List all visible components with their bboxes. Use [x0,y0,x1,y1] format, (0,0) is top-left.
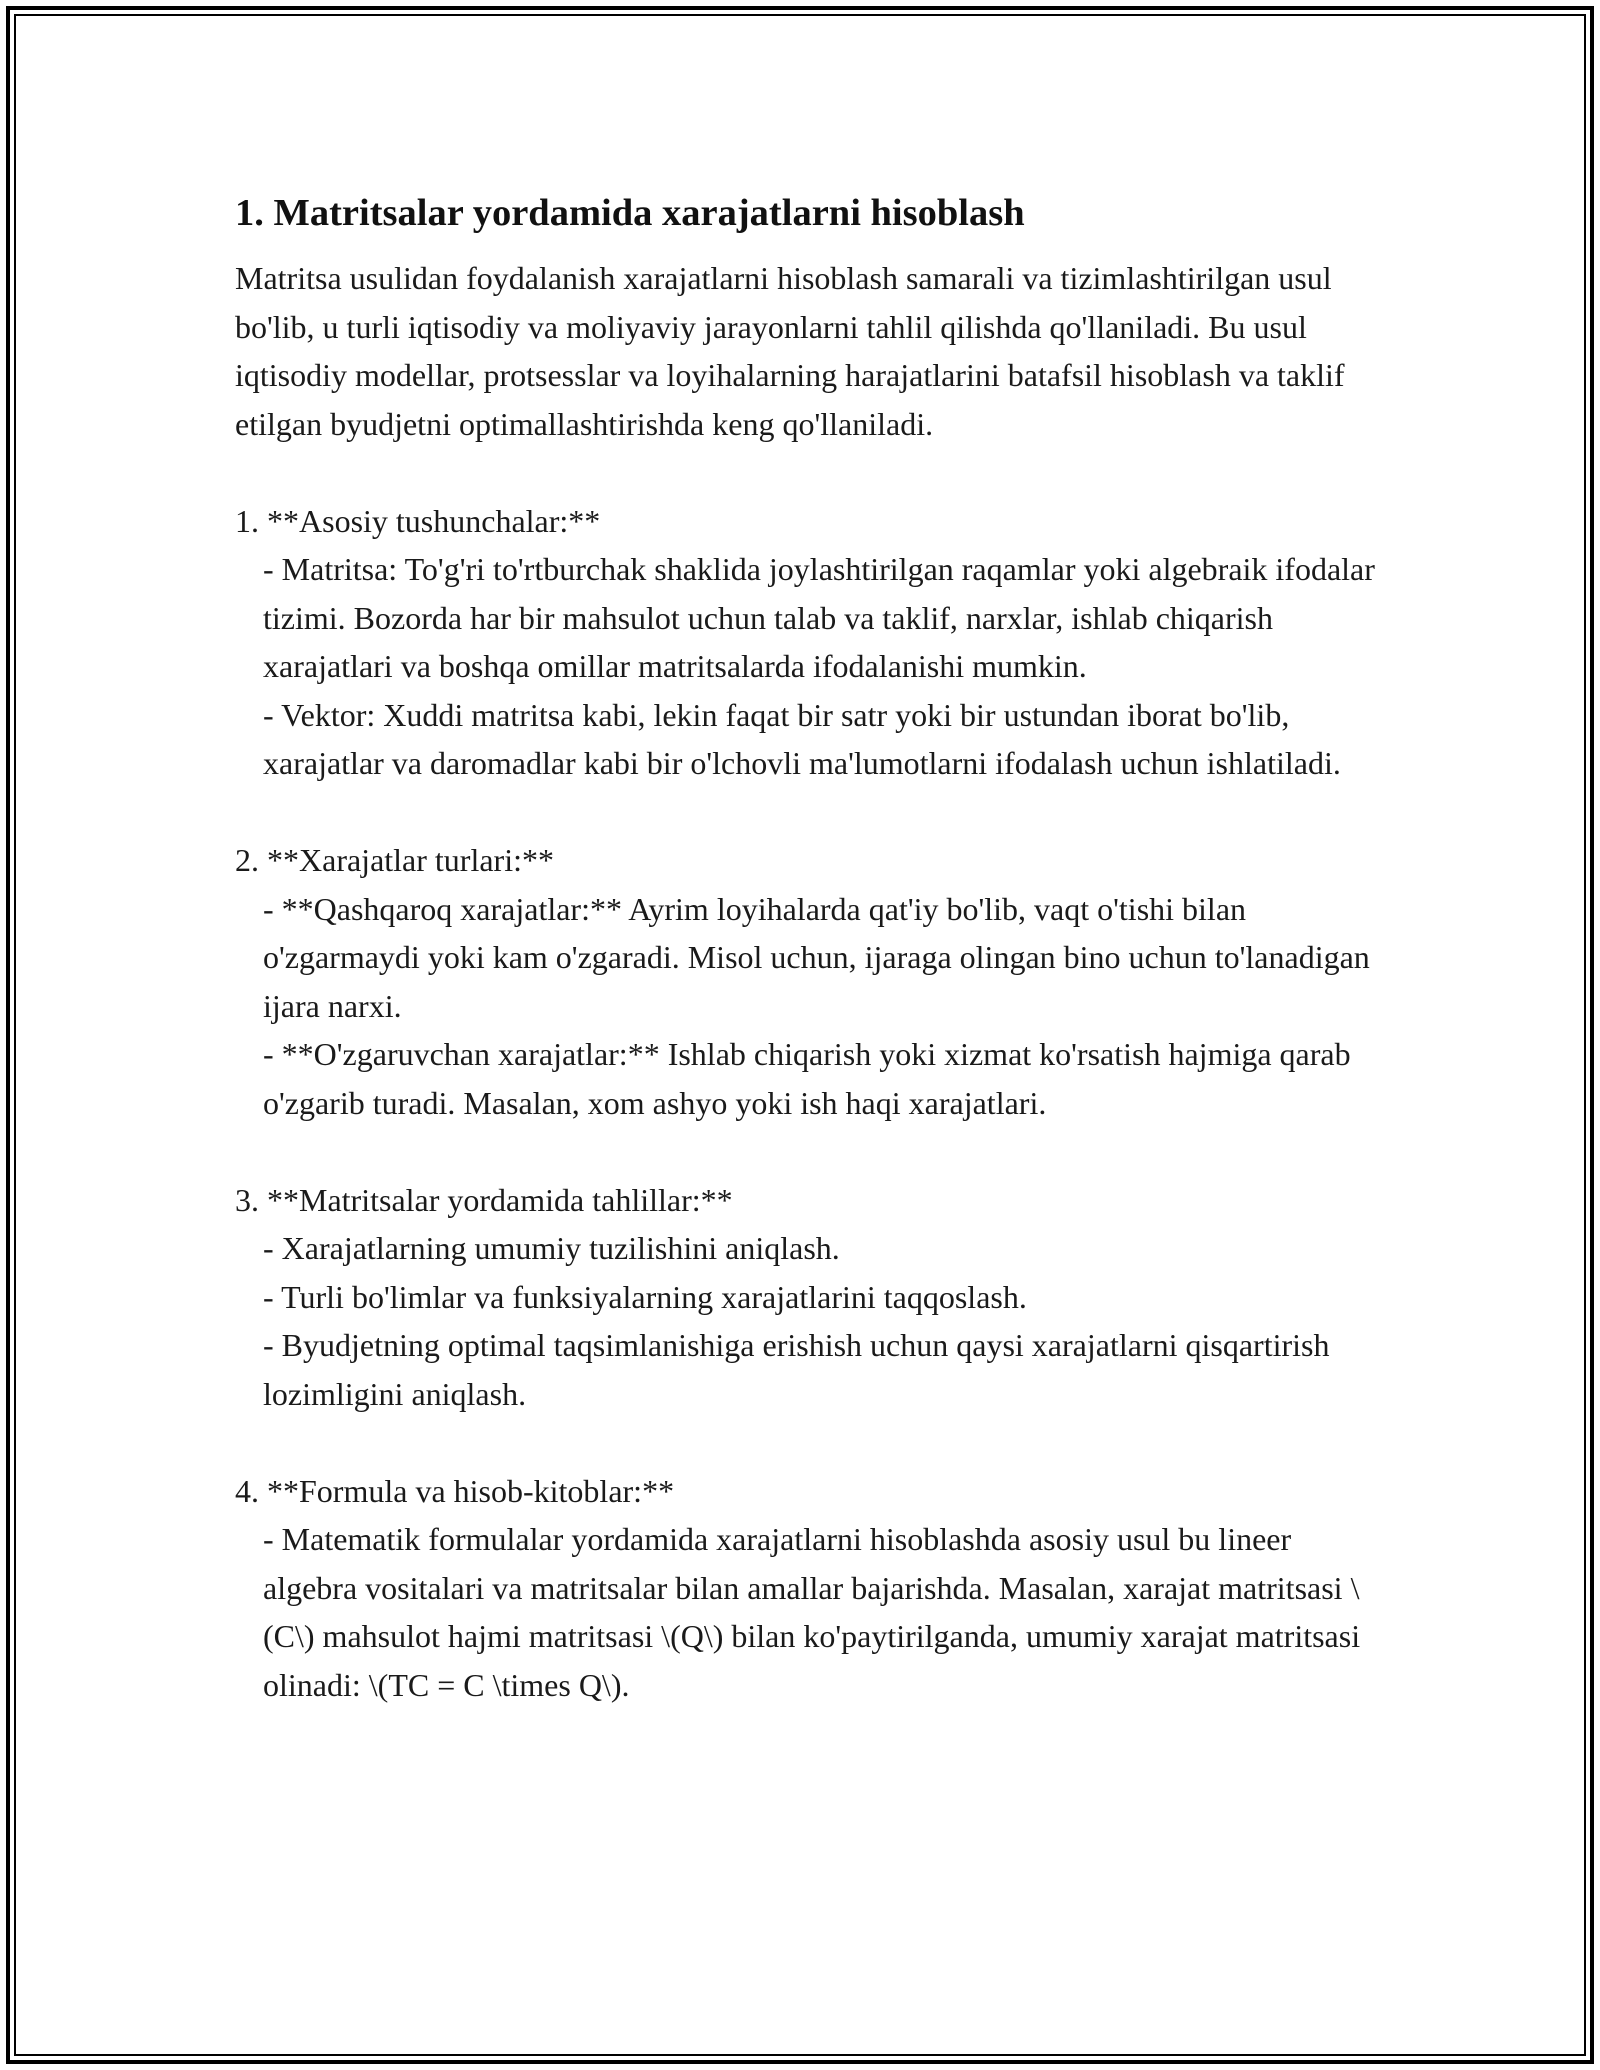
list-item: - **Qashqaroq xarajatlar:** Ayrim loyihalarda qat'iy bo'lib, vaqt o'tishi bilan o'zgarmaydi yoki kam o'zgaradi. Misol uchun, ijaraga olingan bino uchun to'lanadigan ijara narxi. [263,890,1370,1024]
document-title: 1. Matritsalar yordamida xarajatlarni hisoblash [235,192,1025,234]
list-item: - Byudjetning optimal taqsimlanishiga erishish uchun qaysi xarajatlarni qisqartirish lozimligini aniqlash. [263,1327,1330,1412]
section-2 [235,836,1385,1127]
spacer [235,1418,1385,1467]
list-item: - Matematik formulalar yordamida xarajatlarni hisoblashda asosiy usul bu lineer algebra vositalari va matritsalar bilan amallar bajarishda. Masalan, xarajat matritsasi \(C\) mahsulot hajmi matritsasi \(Q\) bilan ko'paytirilganda, umumiy xarajat matritsasi olinadi: \(TC = C \times Q\). [263,1521,1361,1703]
list-item: - Xarajatlarning umumiy tuzilishini aniqlash. [263,1230,840,1266]
section-heading: 4. **Formula va hisob-kitoblar:** [235,1472,675,1509]
spacer [235,448,1385,497]
document-body [235,188,1385,1709]
list-item: - **O'zgaruvchan xarajatlar:** Ishlab chiqarish yoki xizmat ko'rsatish hajmiga qarab o'zgarib turadi. Masalan, xom ashyo yoki ish haqi xarajatlari. [263,1036,1351,1121]
spacer [235,1127,1385,1176]
section-3 [235,1176,1385,1419]
list-item: - Matritsa: To'g'ri to'rtburchak shaklida joylashtirilgan raqamlar yoki algebraik ifodalar tizimi. Bozorda har bir mahsulot uchun talab va taklif, narxlar, ishlab chiqarish xarajatlari va boshqa omillar matritsalarda ifodalanishi mumkin. [263,551,1375,684]
section-heading: 1. **Asosiy tushunchalar:** [235,502,601,539]
intro-paragraph: Matritsa usulidan foydalanish xarajatlarni hisoblash samarali va tizimlashtirilgan usul bo'lib, u turli iqtisodiy va moliyaviy jarayonlarni tahlil qilishda qo'llaniladi. Bu usul iqtisodiy modellar, protsesslar va loyihalarning harajatlarini batafsil hisoblash va taklif etilgan byudjetni optimallashtirishda keng qo'llaniladi. [235,260,1345,442]
section-1 [235,497,1385,788]
list-item: - Vektor: Xuddi matritsa kabi, lekin faqat bir satr yoki bir ustundan iborat bo'lib, xarajatlar va daromadlar kabi bir o'lchovli ma'lumotlarni ifodalash uchun ishlatiladi. [263,696,1341,781]
spacer [235,788,1385,837]
section-4 [235,1467,1385,1710]
list-item: - Turli bo'limlar va funksiyalarning xarajatlarini taqqoslash. [263,1278,1027,1315]
section-heading: 2. **Xarajatlar turlari:** [235,842,554,878]
section-heading: 3. **Matritsalar yordamida tahlillar:** [235,1181,733,1218]
